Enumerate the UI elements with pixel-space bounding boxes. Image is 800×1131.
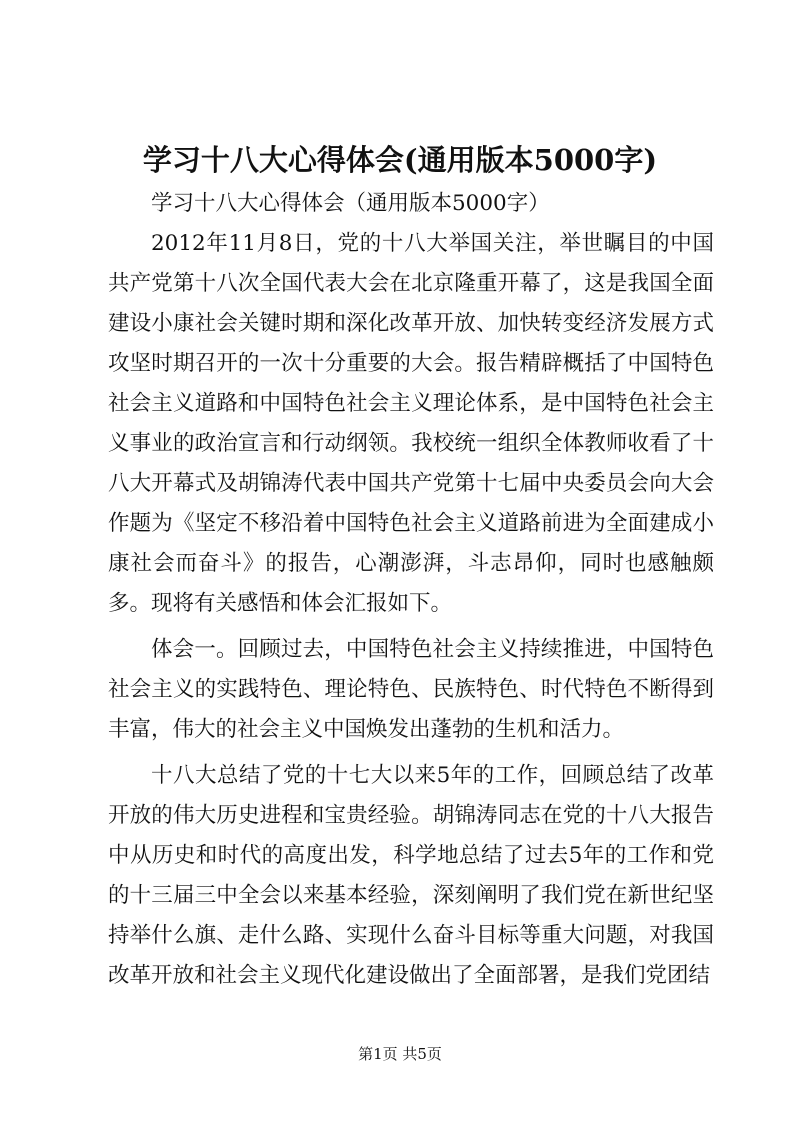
- document-body: [108, 184, 714, 996]
- body-paragraph-2: 体会一。回顾过去，中国特色社会主义持续推进，中国特色社会主义的实践特色、理论特色、民族特色、时代特色不断得到丰富，伟大的社会主义中国焕发出蓬勃的生机和活力。: [108, 637, 714, 742]
- page-number-footer: 第1页 共5页: [358, 1045, 442, 1063]
- subtitle-paragraph: 学习十八大心得体会（通用版本5000字）: [151, 191, 550, 216]
- body-paragraph-1: 2012年11月8日，党的十八大举国关注，举世瞩目的中国共产党第十八次全国代表大会在北京隆重开幕了，这是我国全面建设小康社会关键时期和深化改革开放、加快转变经济发展方式攻坚时期召开的一次十分重要的大会。报告精辟概括了中国特色社会主义道路和中国特色社会主义理论体系，是中国特色社会主义事业的政治宣言和行动纲领。我校统一组织全体教师收看了十八大开幕式及胡锦涛代表中国共产党第十七届中央委员会向大会作题为《坚定不移沿着中国特色社会主义道路前进为全面建成小康社会而奋斗》的报告，心潮澎湃，斗志昂仰，同时也感触颇多。现将有关感悟和体会汇报如下。: [108, 231, 714, 616]
- body-paragraph-3: 十八大总结了党的十七大以来5年的工作，回顾总结了改革开放的伟大历史进程和宝贵经验。胡锦涛同志在党的十八大报告中从历史和时代的高度出发，科学地总结了过去5年的工作和党的十三届三中全会以来基本经验，深刻阐明了我们党在新世纪坚持举什么旗、走什么路、实现什么奋斗目标等重大问题，对我国改革开放和社会主义现代化建设做出了全面部署，是我们党团结: [108, 763, 714, 988]
- document-title: 学习十八大心得体会(通用版本5000字): [142, 143, 658, 177]
